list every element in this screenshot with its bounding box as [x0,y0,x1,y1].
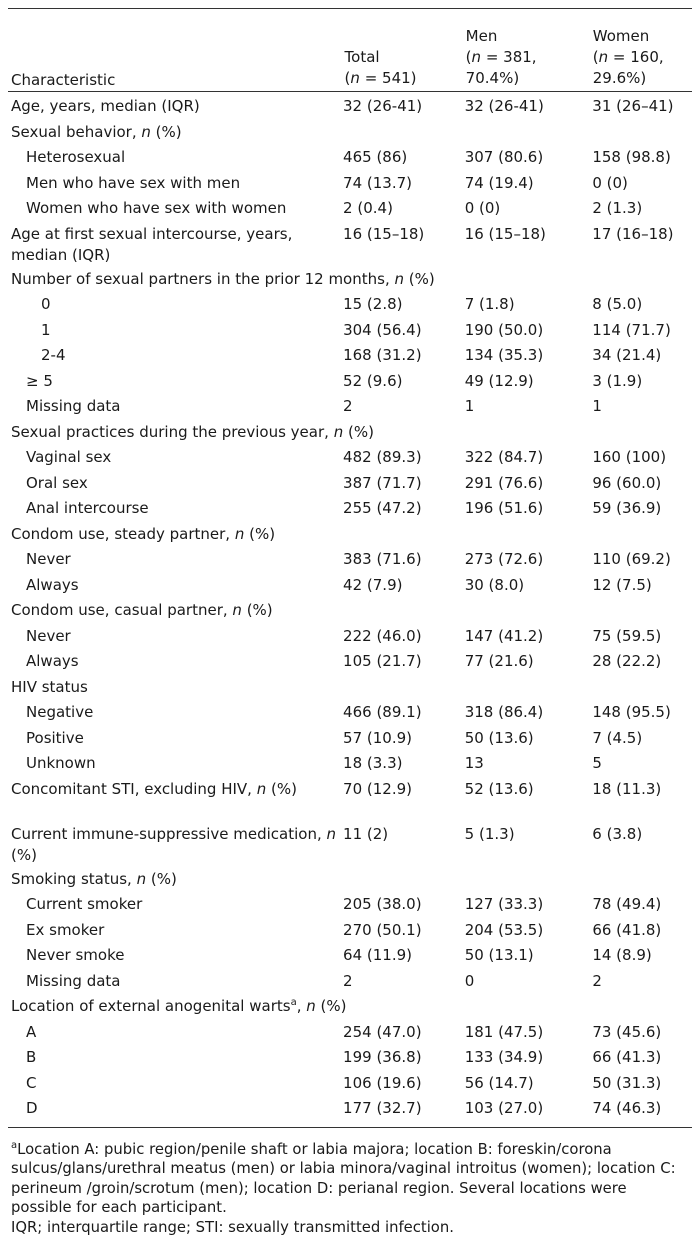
value-total: 254 (47.0) [341,1022,463,1043]
value-men: 16 (15–18) [463,224,591,245]
value-men: 190 (50.0) [463,320,591,341]
table-row [8,548,692,574]
value-total: 205 (38.0) [341,894,463,915]
value-total: 105 (21.7) [341,651,463,672]
row-label: Never [8,626,341,647]
value-men: 50 (13.1) [463,945,591,966]
row-label: Heterosexual [8,147,341,168]
table-row [8,574,692,600]
value-total: 52 (9.6) [341,371,463,392]
header-characteristic: Characteristic [8,15,343,91]
value-men: 291 (76.6) [463,473,591,494]
row-label: Age, years, median (IQR) [8,96,341,117]
footnote-a: $^a$Location A: pubic region/penile shaft or labia majora; location B: foreskin/corona sulcus/glans/urethral meatus (men) or labia minora/vaginal introitus (women); location C: perineum /groin/scrotum (men); location D: perianal region. Several locations were possible for each participant. [11,1140,686,1218]
table-header [8,9,692,91]
value-men: 32 (26-41) [463,96,591,117]
value-women: 5 [590,753,692,774]
baseline-characteristics-table [8,8,692,1237]
row-label: Women who have sex with women [8,198,341,219]
table-row [8,421,692,447]
row-label: Concomitant STI, excluding HIV, n (%) [8,779,341,800]
table-row [8,1072,692,1098]
table-row [8,868,692,894]
row-label: Age at first sexual intercourse, years, median (IQR) [8,224,341,266]
table-row [8,293,692,319]
value-total: 465 (86) [341,147,463,168]
value-total: 383 (71.6) [341,549,463,570]
value-women: 8 (5.0) [590,294,692,315]
table-row [8,95,692,121]
table-row [8,778,692,823]
value-women: 59 (36.9) [590,498,692,519]
value-men: 0 (0) [463,198,591,219]
row-label: Oral sex [8,473,341,494]
table-row [8,701,692,727]
value-women: 17 (16–18) [590,224,692,245]
row-label: Location of external anogenital warts$^a$, n (%) [8,996,692,1017]
value-men: 196 (51.6) [463,498,591,519]
table-row [8,995,692,1021]
value-women: 2 [590,971,692,992]
value-men: 13 [463,753,591,774]
table-row [8,752,692,778]
value-women: 0 (0) [590,173,692,194]
value-women: 6 (3.8) [590,824,692,845]
value-total: 11 (2) [341,824,463,845]
row-label: Condom use, steady partner, n (%) [8,524,692,545]
value-men: 77 (21.6) [463,651,591,672]
value-total: 64 (11.9) [341,945,463,966]
value-total: 482 (89.3) [341,447,463,468]
row-label: 1 [8,320,341,341]
value-total: 177 (32.7) [341,1098,463,1119]
table-row [8,344,692,370]
table-row [8,1046,692,1072]
value-women: 74 (46.3) [590,1098,692,1119]
footnote-marker: a [291,997,297,1008]
value-women: 28 (22.2) [590,651,692,672]
value-total: 15 (2.8) [341,294,463,315]
table-row [8,727,692,753]
row-label: HIV status [8,677,692,698]
value-women: 66 (41.8) [590,920,692,941]
row-label: B [8,1047,341,1068]
row-label: Always [8,651,341,672]
value-total: 255 (47.2) [341,498,463,519]
value-men: 0 [463,971,591,992]
value-women: 96 (60.0) [590,473,692,494]
row-label: Always [8,575,341,596]
value-women: 12 (7.5) [590,575,692,596]
row-label: Negative [8,702,341,723]
row-label: A [8,1022,341,1043]
value-women: 3 (1.9) [590,371,692,392]
table-row [8,172,692,198]
value-women: 73 (45.6) [590,1022,692,1043]
value-men: 318 (86.4) [463,702,591,723]
row-label: Positive [8,728,341,749]
table-row [8,625,692,651]
table-row [8,1097,692,1123]
value-men: 74 (19.4) [463,173,591,194]
row-label: Sexual behavior, n (%) [8,122,692,143]
row-label: Ex smoker [8,920,341,941]
value-men: 50 (13.6) [463,728,591,749]
value-total: 2 (0.4) [341,198,463,219]
table-row [8,146,692,172]
table-row [8,395,692,421]
value-women: 34 (21.4) [590,345,692,366]
table-row [8,676,692,702]
row-label: Condom use, casual partner, n (%) [8,600,692,621]
table-row [8,121,692,147]
value-women: 160 (100) [590,447,692,468]
row-label: Number of sexual partners in the prior 12 months, n (%) [8,269,692,290]
value-men: 322 (84.7) [463,447,591,468]
value-women: 148 (95.5) [590,702,692,723]
row-label: Sexual practices during the previous year, n (%) [8,422,692,443]
value-men: 56 (14.7) [463,1073,591,1094]
value-women: 31 (26–41) [590,96,692,117]
value-men: 127 (33.3) [463,894,591,915]
value-women: 66 (41.3) [590,1047,692,1068]
row-label: Current smoker [8,894,341,915]
value-total: 466 (89.1) [341,702,463,723]
value-total: 2 [341,396,463,417]
row-label: Men who have sex with men [8,173,341,194]
value-total: 16 (15–18) [341,224,463,245]
table-row [8,268,692,294]
table-row [8,223,692,268]
value-women: 158 (98.8) [590,147,692,168]
row-label: Never smoke [8,945,341,966]
table-row [8,823,692,868]
table-row [8,472,692,498]
value-total: 222 (46.0) [341,626,463,647]
value-women: 7 (4.5) [590,728,692,749]
value-total: 2 [341,971,463,992]
value-men: 52 (13.6) [463,779,591,800]
row-label: D [8,1098,341,1119]
table-row [8,446,692,472]
table-row [8,370,692,396]
value-total: 387 (71.7) [341,473,463,494]
value-total: 74 (13.7) [341,173,463,194]
value-total: 106 (19.6) [341,1073,463,1094]
value-men: 7 (1.8) [463,294,591,315]
row-label: Never [8,549,341,570]
value-women: 110 (69.2) [590,549,692,570]
table-row [8,919,692,945]
value-men: 133 (34.9) [463,1047,591,1068]
header-total: Total (n = 541) [343,15,464,91]
row-label: Unknown [8,753,341,774]
footnote-abbreviations: IQR; interquartile range; STI: sexually transmitted infection. [11,1218,686,1237]
value-total: 57 (10.9) [341,728,463,749]
value-total: 32 (26-41) [341,96,463,117]
value-men: 147 (41.2) [463,626,591,647]
table-row [8,523,692,549]
value-men: 49 (12.9) [463,371,591,392]
row-label: Anal intercourse [8,498,341,519]
table-row [8,650,692,676]
value-men: 307 (80.6) [463,147,591,168]
row-label: Missing data [8,396,341,417]
table-row [8,1021,692,1047]
row-label: Vaginal sex [8,447,341,468]
table-row [8,319,692,345]
table-row [8,893,692,919]
value-women: 18 (11.3) [590,779,692,800]
value-women: 1 [590,396,692,417]
row-label: 0 [8,294,341,315]
value-total: 168 (31.2) [341,345,463,366]
value-total: 304 (56.4) [341,320,463,341]
value-total: 18 (3.3) [341,753,463,774]
value-women: 78 (49.4) [590,894,692,915]
value-total: 199 (36.8) [341,1047,463,1068]
value-men: 30 (8.0) [463,575,591,596]
value-men: 5 (1.3) [463,824,591,845]
value-men: 103 (27.0) [463,1098,591,1119]
value-men: 1 [463,396,591,417]
value-total: 70 (12.9) [341,779,463,800]
value-men: 273 (72.6) [463,549,591,570]
row-label: C [8,1073,341,1094]
table-body [8,92,692,1123]
value-men: 134 (35.3) [463,345,591,366]
table-row [8,599,692,625]
value-total: 270 (50.1) [341,920,463,941]
row-label: ≥ 5 [8,371,341,392]
table-row [8,497,692,523]
value-women: 114 (71.7) [590,320,692,341]
table-footnotes [8,1128,692,1237]
value-women: 2 (1.3) [590,198,692,219]
header-women: Women (n = 160, 29.6%) [591,15,692,91]
header-men: Men (n = 381, 70.4%) [464,15,591,91]
value-total: 42 (7.9) [341,575,463,596]
value-women: 50 (31.3) [590,1073,692,1094]
row-label: 2-4 [8,345,341,366]
row-label: Smoking status, n (%) [8,869,692,890]
value-women: 14 (8.9) [590,945,692,966]
table-row [8,944,692,970]
row-label: Current immune-suppressive medication, n (%) [8,824,341,866]
value-men: 181 (47.5) [463,1022,591,1043]
table-row [8,197,692,223]
value-women: 75 (59.5) [590,626,692,647]
value-men: 204 (53.5) [463,920,591,941]
row-label: Missing data [8,971,341,992]
table-row [8,970,692,996]
